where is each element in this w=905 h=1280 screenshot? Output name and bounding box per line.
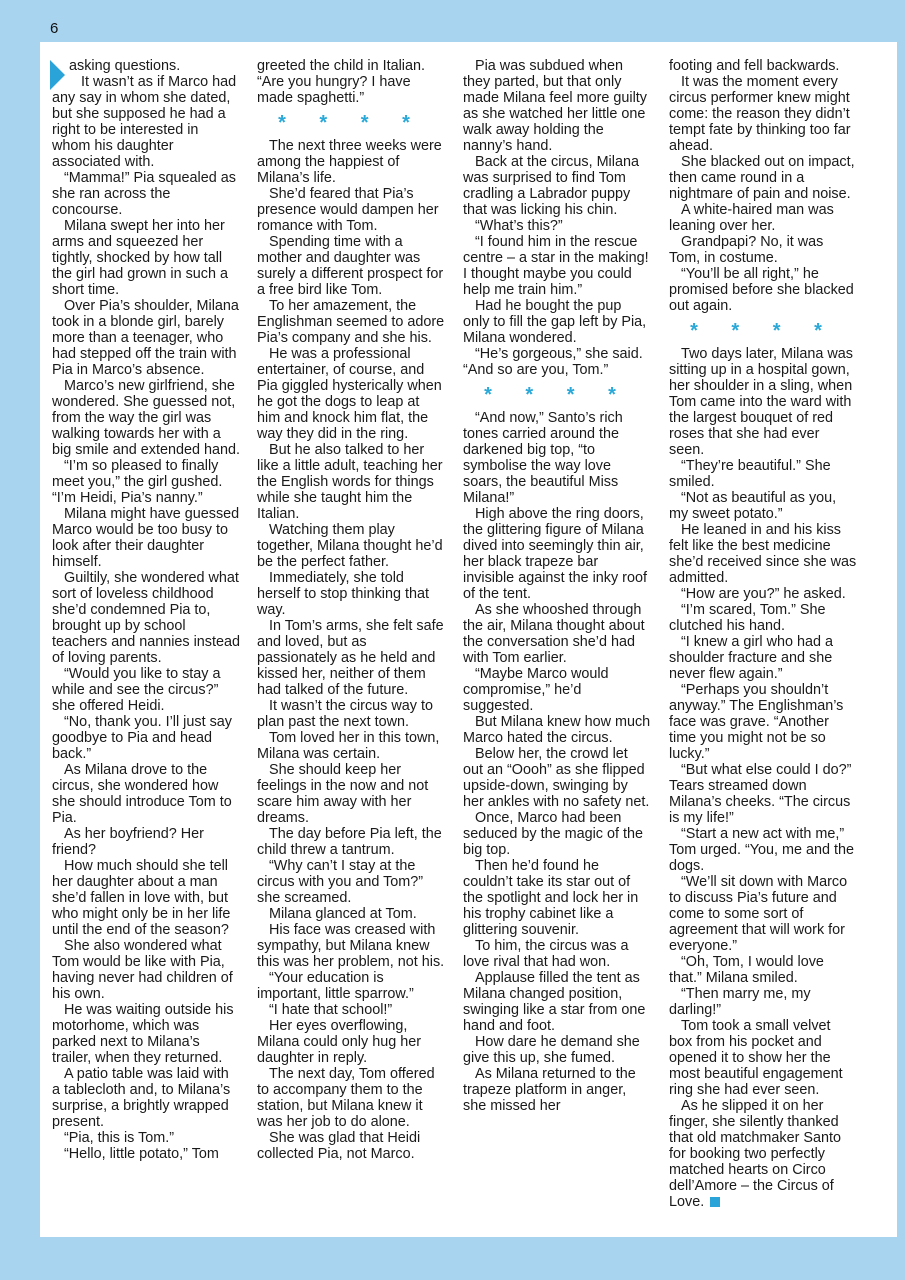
paragraph: “Oh, Tom, I would love that.” Milana smiled. bbox=[669, 954, 824, 986]
paragraph: Milana might have guessed Marco would be too busy to look after their daughter himself. bbox=[52, 506, 240, 570]
paragraph: greeted the child in Italian. “Are you hungry? I have made spaghetti.” bbox=[257, 58, 426, 106]
page-number: 6 bbox=[50, 20, 59, 37]
paragraph: But he also talked to her like a little adult, teaching her the English words for things while she taught him the Italian. bbox=[257, 442, 443, 522]
scene-break: * * * * bbox=[690, 320, 836, 342]
paragraph: Milana glanced at Tom. bbox=[269, 906, 417, 922]
paragraph: “I’m so pleased to finally meet you,” the girl gushed. “I’m Heidi, Pia’s nanny.” bbox=[52, 458, 223, 506]
paragraph: Applause filled the tent as Milana changed position, swinging like a star from one hand and foot. bbox=[463, 970, 646, 1034]
paragraph: Tom took a small velvet box from his pocket and opened it to show her the most beautiful engagement ring she had ever seen. bbox=[669, 1018, 843, 1098]
scene-break: * * * * bbox=[484, 384, 630, 406]
paragraph: Marco’s new girlfriend, she wondered. She guessed not, from the way the girl was walking towards her with a big smile and extended hand. bbox=[52, 378, 241, 458]
paragraph: Over Pia’s shoulder, Milana took in a blonde girl, barely more than a teenager, who had stepped off the train with Pia in Marco’s absence. bbox=[52, 298, 239, 378]
paragraph: “Not as beautiful as you, my sweet potato.” bbox=[669, 490, 837, 522]
paragraph: Two days later, Milana was sitting up in a hospital gown, her shoulder in a sling, when Tom came into the ward with the largest bouquet of red roses that she had ever seen. bbox=[669, 346, 853, 458]
paragraph: But Milana knew how much Marco hated the circus. bbox=[463, 714, 651, 746]
paragraph: He leaned in and his kiss felt like the best medicine she’d received since she was admitted. bbox=[669, 522, 857, 586]
paragraph: “Mamma!” Pia squealed as she ran across the concourse. bbox=[52, 170, 236, 218]
paragraph: “I found him in the rescue centre – a star in the making! I thought maybe you could help me train him.” bbox=[463, 234, 649, 298]
paragraph: She blacked out on impact, then came round in a nightmare of pain and noise. bbox=[669, 154, 855, 202]
paragraph: She should keep her feelings in the now and not scare him away with her dreams. bbox=[257, 762, 429, 826]
paragraph: As her boyfriend? Her friend? bbox=[52, 826, 204, 858]
paragraph: “No, thank you. I’ll just say goodbye to Pia and head back.” bbox=[52, 714, 232, 762]
paragraph: The next day, Tom offered to accompany them to the station, but Milana knew it was her job to do alone. bbox=[257, 1066, 435, 1130]
paragraph: Milana swept her into her arms and squeezed her tightly, shocked by how tall the girl had grown in such a short time. bbox=[52, 218, 228, 298]
paragraph: “I knew a girl who had a shoulder fracture and she never flew again.” bbox=[669, 634, 833, 682]
continuation-arrow-icon bbox=[50, 60, 65, 90]
paragraph-text: As he slipped it on her finger, she silently thanked that old matchmaker Santo for booking two perfectly matched hearts on Circo dell’Amore – the Circus of Love. bbox=[669, 1098, 841, 1210]
column-2 bbox=[257, 58, 445, 1162]
paragraph: Once, Marco had been seduced by the magic of the big top. bbox=[463, 810, 643, 858]
paragraph: She also wondered what Tom would be like with Pia, having never had children of his own. bbox=[52, 938, 233, 1002]
paragraph: As Milana returned to the trapeze platform in anger, she missed her bbox=[463, 1066, 636, 1114]
paragraph: It was the moment every circus performer knew might come: the reason they didn’t tempt fate by thinking too far ahead. bbox=[669, 74, 851, 154]
paragraph: “We’ll sit down with Marco to discuss Pia’s future and come to some sort of agreement that will work for everyone.” bbox=[669, 874, 848, 954]
paragraph: Back at the circus, Milana was surprised to find Tom cradling a Labrador puppy that was licking his chin. bbox=[463, 154, 639, 218]
paragraph: “Your education is important, little sparrow.” bbox=[257, 970, 414, 1002]
paragraph: “Why can’t I stay at the circus with you and Tom?” she screamed. bbox=[257, 858, 424, 906]
paragraph: A white-haired man was leaning over her. bbox=[669, 202, 834, 234]
paragraph: “What’s this?” bbox=[475, 218, 563, 234]
paragraph: To her amazement, the Englishman seemed to adore Pia’s company and she his. bbox=[257, 298, 445, 346]
paragraph: Spending time with a mother and daughter was surely a different prospect for a free bird like Tom. bbox=[257, 234, 444, 298]
paragraph: The day before Pia left, the child threw a tantrum. bbox=[257, 826, 442, 858]
paragraph: “And now,” Santo’s rich tones carried around the darkened big top, “to symbolise the way love soars, the beautiful Miss Milana!” bbox=[463, 410, 623, 506]
paragraph: Then he’d found he couldn’t take its star out of the spotlight and lock her in his trophy cabinet like a glittering souvenir. bbox=[463, 858, 639, 938]
paragraph: “Start a new act with me,” Tom urged. “You, me and the dogs. bbox=[669, 826, 855, 874]
paragraph: Her eyes overflowing, Milana could only hug her daughter in reply. bbox=[257, 1018, 421, 1066]
paragraph: “They’re beautiful.” She smiled. bbox=[669, 458, 831, 490]
scene-break: * * * * bbox=[278, 112, 424, 134]
paragraph: The next three weeks were among the happiest of Milana’s life. bbox=[257, 138, 442, 186]
paragraph: How much should she tell her daughter about a man she’d fallen in love with, but who might only be in her life until the end of the season? bbox=[52, 858, 231, 938]
paragraph: How dare he demand she give this up, she fumed. bbox=[463, 1034, 640, 1066]
paragraph: “He’s gorgeous,” she said. “And so are you, Tom.” bbox=[463, 346, 643, 378]
paragraph: High above the ring doors, the glittering figure of Milana dived into seemingly thin air, her black trapeze bar invisible against the inky roof of the tent. bbox=[463, 506, 647, 602]
paragraph: Tom loved her in this town, Milana was certain. bbox=[257, 730, 440, 762]
final-paragraph bbox=[669, 1098, 857, 1210]
paragraph: It wasn’t the circus way to plan past the next town. bbox=[257, 698, 433, 730]
paragraph: “I’m scared, Tom.” She clutched his hand. bbox=[669, 602, 826, 634]
paragraph: “You’ll be all right,” he promised before she blacked out again. bbox=[669, 266, 854, 314]
paragraph: footing and fell backwards. bbox=[669, 58, 840, 74]
paragraph: Watching them play together, Milana thought he’d be the perfect father. bbox=[257, 522, 443, 570]
paragraph: A patio table was laid with a tablecloth and, to Milana’s surprise, a brightly wrapped present. bbox=[52, 1066, 231, 1130]
paragraph: “But what else could I do?” Tears streamed down Milana’s cheeks. “The circus is my life!” bbox=[669, 762, 852, 826]
paragraph: He was a professional entertainer, of course, and Pia giggled hysterically when he got the dogs to leap at him and knock him flat, the way they did in the ring. bbox=[257, 346, 442, 442]
paragraph: “Then marry me, my darling!” bbox=[669, 986, 811, 1018]
paragraph: “Would you like to stay a while and see the circus?” she offered Heidi. bbox=[52, 666, 221, 714]
column-1 bbox=[52, 58, 240, 1162]
paragraph: asking questions. bbox=[69, 58, 181, 74]
article-page bbox=[40, 42, 897, 1237]
paragraph: Grandpapi? No, it was Tom, in costume. bbox=[669, 234, 824, 266]
paragraph: In Tom’s arms, she felt safe and loved, but as passionately as he held and kissed her, neither of them had talked of the future. bbox=[257, 618, 444, 698]
paragraph: “Perhaps you shouldn’t anyway.” The Englishman’s face was grave. “Another time you might not be so lucky.” bbox=[669, 682, 844, 762]
paragraph: As Milana drove to the circus, she wondered how she should introduce Tom to Pia. bbox=[52, 762, 232, 826]
paragraph: “I hate that school!” bbox=[269, 1002, 393, 1018]
paragraph: His face was creased with sympathy, but Milana knew this was her problem, not his. bbox=[257, 922, 445, 970]
paragraph: Had he bought the pup only to fill the gap left by Pia, Milana wondered. bbox=[463, 298, 647, 346]
paragraph: Below her, the crowd let out an “Oooh” as she flipped upside-down, swinging by her ankles with no safety net. bbox=[463, 746, 650, 810]
paragraph: Pia was subdued when they parted, but that only made Milana feel more guilty as she watched her little one walk away holding the nanny’s hand. bbox=[463, 58, 647, 154]
end-mark-icon bbox=[710, 1197, 720, 1207]
paragraph: Guiltily, she wondered what sort of loveless childhood she’d condemned Pia to, brought up by school teachers and nannies instead of loving parents. bbox=[52, 570, 241, 666]
column-3 bbox=[463, 58, 651, 1114]
paragraph: “Hello, little potato,” Tom bbox=[64, 1146, 219, 1162]
column-4 bbox=[669, 58, 857, 1210]
paragraph: As she whooshed through the air, Milana thought about the conversation she’d had with Tom earlier. bbox=[463, 602, 645, 666]
paragraph: Immediately, she told herself to stop thinking that way. bbox=[257, 570, 429, 618]
paragraph: To him, the circus was a love rival that had won. bbox=[463, 938, 629, 970]
paragraph: “Pia, this is Tom.” bbox=[64, 1130, 175, 1146]
paragraph: “How are you?” he asked. bbox=[681, 586, 846, 602]
paragraph: “Maybe Marco would compromise,” he’d suggested. bbox=[463, 666, 609, 714]
paragraph: She’d feared that Pia’s presence would dampen her romance with Tom. bbox=[257, 186, 439, 234]
paragraph: It wasn’t as if Marco had any say in whom she dated, but she supposed he had a right to be interested in whom his daughter associated with. bbox=[52, 74, 237, 170]
paragraph: She was glad that Heidi collected Pia, not Marco. bbox=[257, 1130, 421, 1162]
paragraph: He was waiting outside his motorhome, which was parked next to Milana’s trailer, when they returned. bbox=[52, 1002, 234, 1066]
